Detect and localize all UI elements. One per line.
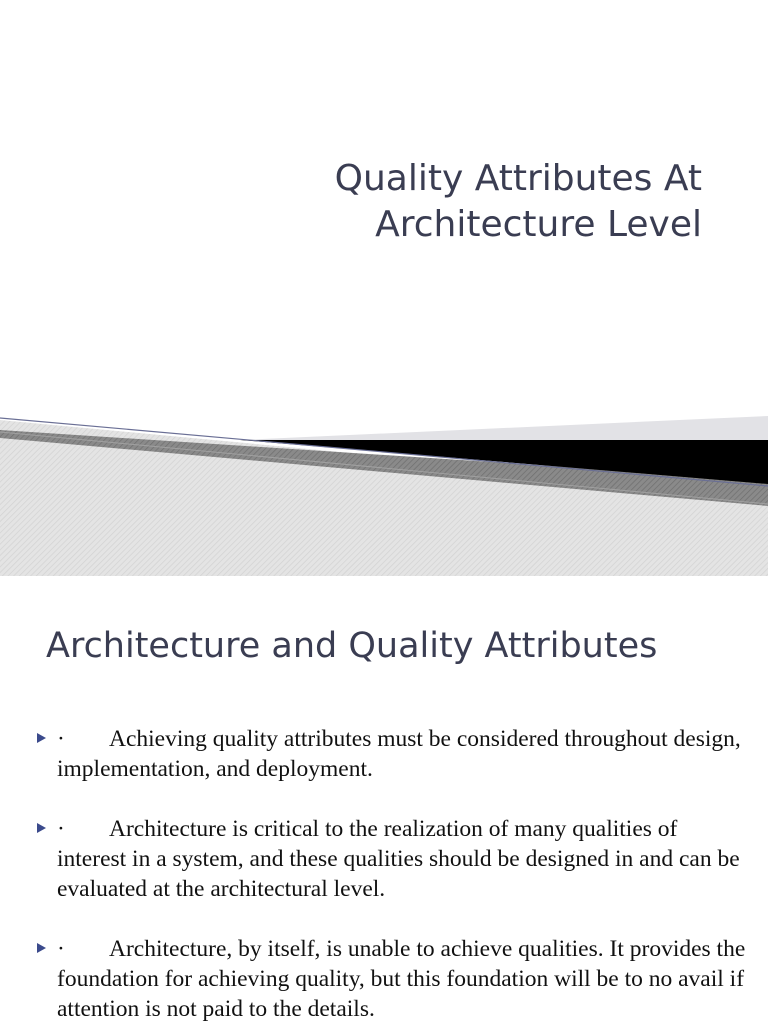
bullet-item [0,724,768,784]
bullet-text: Achieving quality attributes must be considered throughout design, implementation, and deployment. [57,726,741,782]
content-slide-title: Architecture and Quality Attributes [46,626,658,666]
band-silver [240,416,768,440]
bullet-text: Architecture, by itself, is unable to achieve qualities. It provides the foundation for achieving quality, but this foundation will be to no avail if attention is not paid to the details. [57,936,746,1022]
triangle-bullet-icon [37,733,46,743]
triangle-bullet-icon [37,943,46,953]
bullet-text: Architecture is critical to the realization of many qualities of interest in a system, and these qualities should be designed in and can be evaluated at the architectural level. [57,816,740,902]
bullet-list [0,724,768,1024]
bullet-dot: · [57,726,65,752]
content-slide [0,576,768,1024]
bullet-item [0,934,768,1024]
triangle-bullet-icon [37,823,46,833]
slide-title-line-1: Quality Attributes At [334,158,702,199]
slide-title [335,156,702,248]
decorative-band [0,408,768,576]
bullet-dot: · [57,816,65,842]
bullet-item [0,814,768,904]
bullet-dot: · [57,936,65,962]
slide-title-line-2: Architecture Level [375,204,702,245]
